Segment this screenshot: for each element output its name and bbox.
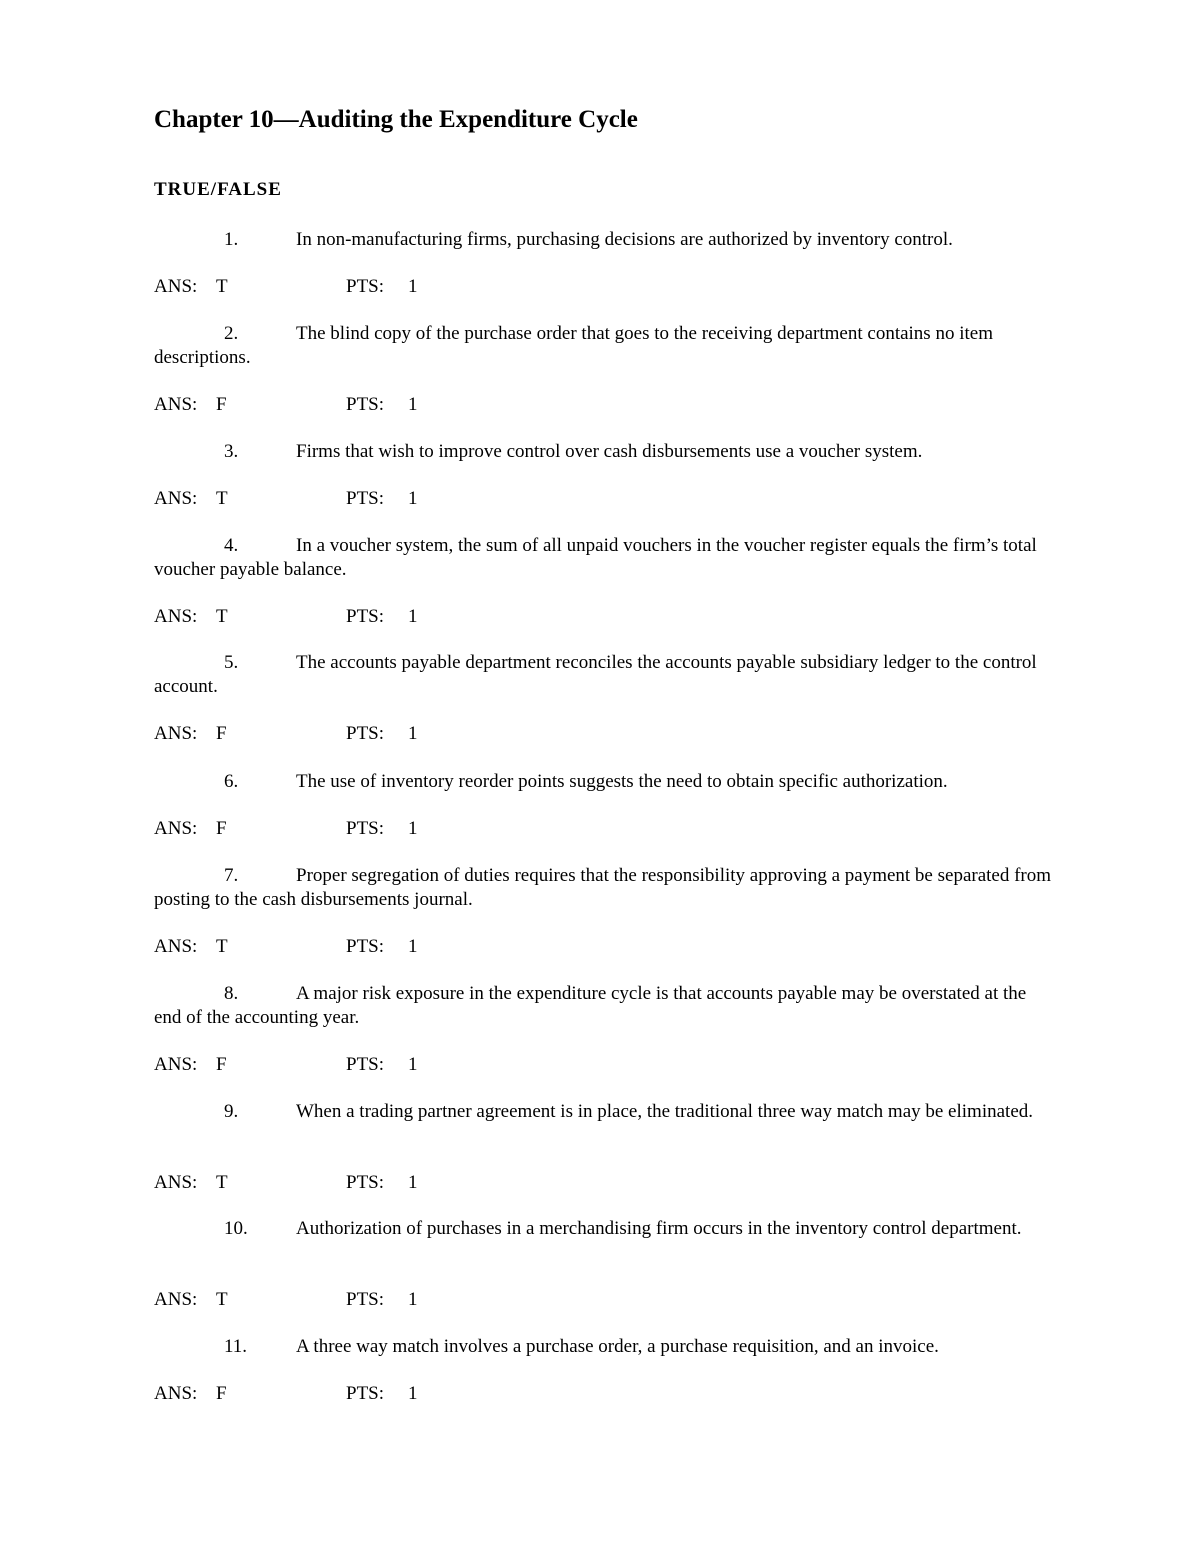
ans-value: T	[216, 488, 228, 509]
question-4	[154, 534, 1054, 581]
pts-label: PTS:	[346, 1054, 385, 1075]
pts-value: 1	[408, 1172, 418, 1193]
question-6	[154, 770, 1054, 794]
pts-value: 1	[408, 606, 418, 627]
pts-label: PTS:	[346, 936, 385, 957]
ans-label: ANS:	[154, 936, 198, 957]
ans-value: F	[216, 723, 227, 744]
pts-value: 1	[408, 1054, 418, 1075]
question-text: The use of inventory reorder points suggests the need to obtain specific authorization.	[296, 771, 948, 792]
pts-label: PTS:	[346, 394, 385, 415]
question-number: 5.	[224, 652, 239, 673]
question-text: Authorization of purchases in a merchandising firm occurs in the inventory control department.	[296, 1218, 1022, 1239]
section-heading: TRUE/FALSE	[154, 179, 282, 200]
ans-label: ANS:	[154, 1054, 198, 1075]
question-text: Firms that wish to improve control over cash disbursements use a voucher system.	[296, 441, 923, 462]
question-number: 6.	[224, 771, 239, 792]
pts-label: PTS:	[346, 723, 385, 744]
ans-value: F	[216, 394, 227, 415]
question-5	[154, 651, 1054, 698]
question-number: 11.	[224, 1336, 248, 1357]
ans-value: T	[216, 936, 228, 957]
question-9	[154, 1100, 1054, 1124]
question-3	[154, 440, 1054, 464]
pts-value: 1	[408, 276, 418, 297]
pts-value: 1	[408, 1289, 418, 1310]
pts-label: PTS:	[346, 488, 385, 509]
pts-label: PTS:	[346, 606, 385, 627]
ans-value: T	[216, 1172, 228, 1193]
ans-value: F	[216, 1054, 227, 1075]
question-text: When a trading partner agreement is in place, the traditional three way match may be eliminated.	[296, 1101, 1034, 1122]
question-text: In non-manufacturing firms, purchasing decisions are authorized by inventory control.	[296, 229, 953, 250]
question-text: The blind copy of the purchase order that goes to the receiving department contains no item descriptions.	[154, 323, 993, 368]
question-8	[154, 982, 1054, 1029]
pts-label: PTS:	[346, 276, 385, 297]
question-10	[154, 1217, 1054, 1241]
question-number: 3.	[224, 441, 239, 462]
ans-value: T	[216, 606, 228, 627]
pts-value: 1	[408, 394, 418, 415]
ans-label: ANS:	[154, 1289, 198, 1310]
question-1	[154, 228, 1054, 252]
ans-value: T	[216, 1289, 228, 1310]
question-number: 1.	[224, 229, 239, 250]
ans-label: ANS:	[154, 1172, 198, 1193]
ans-label: ANS:	[154, 606, 198, 627]
pts-label: PTS:	[346, 1172, 385, 1193]
pts-value: 1	[408, 936, 418, 957]
question-text: Proper segregation of duties requires that the responsibility approving a payment be separated from posting to the cash disbursements journal.	[154, 865, 1052, 910]
pts-label: PTS:	[346, 1289, 385, 1310]
question-11	[154, 1335, 1054, 1359]
question-number: 8.	[224, 983, 239, 1004]
question-number: 10.	[224, 1218, 248, 1239]
pts-value: 1	[408, 488, 418, 509]
ans-label: ANS:	[154, 723, 198, 744]
pts-value: 1	[408, 818, 418, 839]
pts-label: PTS:	[346, 818, 385, 839]
question-text: The accounts payable department reconciles the accounts payable subsidiary ledger to the control account.	[154, 652, 1037, 697]
ans-value: F	[216, 818, 227, 839]
ans-value: F	[216, 1383, 227, 1404]
ans-label: ANS:	[154, 276, 198, 297]
question-number: 2.	[224, 323, 239, 344]
question-number: 7.	[224, 865, 239, 886]
ans-label: ANS:	[154, 818, 198, 839]
question-number: 9.	[224, 1101, 239, 1122]
chapter-title: Chapter 10—Auditing the Expenditure Cycle	[154, 106, 638, 133]
ans-value: T	[216, 276, 228, 297]
ans-label: ANS:	[154, 1383, 198, 1404]
question-2	[154, 322, 1054, 369]
pts-label: PTS:	[346, 1383, 385, 1404]
question-text: In a voucher system, the sum of all unpaid vouchers in the voucher register equals the firm’s total voucher payable balance.	[154, 535, 1037, 580]
ans-label: ANS:	[154, 488, 198, 509]
pts-value: 1	[408, 723, 418, 744]
question-text: A major risk exposure in the expenditure cycle is that accounts payable may be overstated at the end of the accounting year.	[154, 983, 1027, 1028]
question-text: A three way match involves a purchase order, a purchase requisition, and an invoice.	[296, 1336, 939, 1357]
question-number: 4.	[224, 535, 239, 556]
ans-label: ANS:	[154, 394, 198, 415]
question-7	[154, 864, 1054, 911]
pts-value: 1	[408, 1383, 418, 1404]
